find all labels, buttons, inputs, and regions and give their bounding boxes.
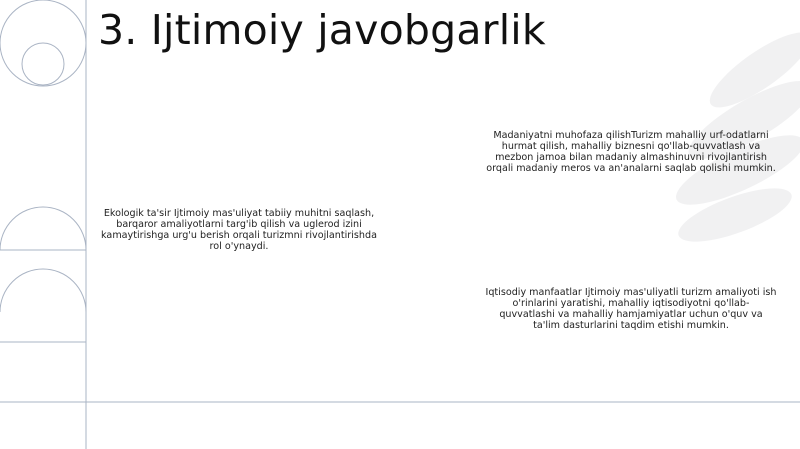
page-title: 3. Ijtimoiy javobgarlik xyxy=(98,6,546,54)
text-block-cultural-preservation: Madaniyatni muhofaza qilishTurizm mahalliy urf-odatlarni hurmat qilish, mahalliy biznesni qo'llab-quvvatlash va mezbon jamoa bilan madaniy almashinuvni rivojlantirish orqali madaniy meros va an'analarni saqlab qolishi mumkin. xyxy=(486,130,776,174)
text-block-ecological-impact: Ekologik ta'sir Ijtimoiy mas'uliyat tabiiy muhitni saqlash, barqaror amaliyotlarni targ'ib qilish va uglerod izini kamaytirishga urg'u berish orqali turizmni rivojlantirishda rol o'ynaydi. xyxy=(101,208,377,252)
text-block-economic-benefits: Iqtisodiy manfaatlar Ijtimoiy mas'uliyatli turizm amaliyoti ish o'rinlarini yaratishi, mahalliy iqtisodiyotni qo'llab-quvvatlashi va mahalliy hamjamiyatlar uchun o'quv va ta'lim dasturlarini taqdim etishi mumkin. xyxy=(485,287,777,331)
